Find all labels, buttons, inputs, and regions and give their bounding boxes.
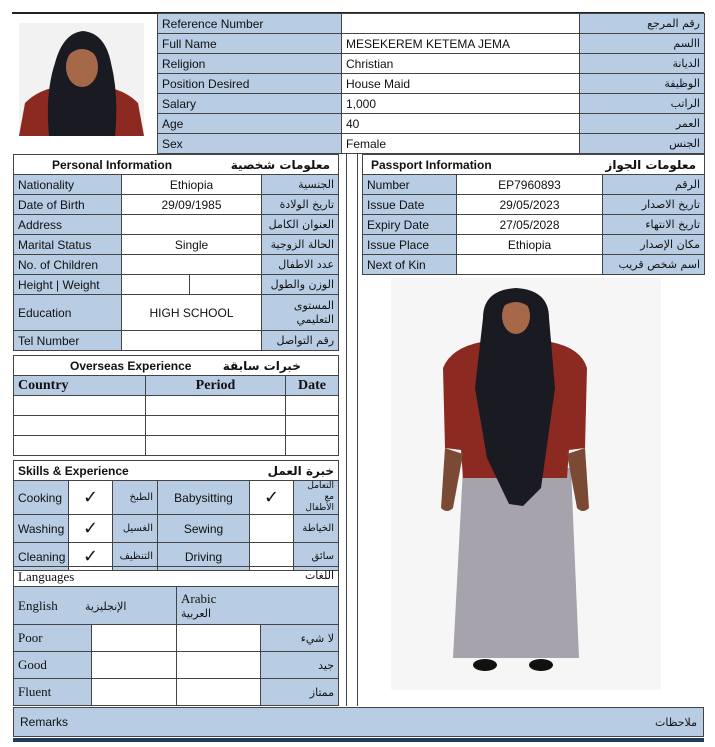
languages-table bbox=[13, 566, 339, 706]
cooking-check: ✓ bbox=[69, 481, 113, 515]
skill-row-washing bbox=[14, 515, 339, 543]
arabic-label: Arabic bbox=[181, 590, 217, 606]
fullname-label-ar: االسم bbox=[580, 34, 705, 54]
salary-label: Salary bbox=[158, 94, 342, 114]
babysitting-label: Babysitting bbox=[158, 481, 250, 515]
overseas-table bbox=[13, 355, 339, 456]
header-row-sex bbox=[158, 134, 705, 154]
weight-value bbox=[190, 275, 262, 295]
driving-label-ar: سائق bbox=[294, 543, 339, 571]
skills-title: Skills & Experience bbox=[18, 463, 129, 478]
issue-place-value: Ethiopia bbox=[457, 235, 603, 255]
passport-number-value: EP7960893 bbox=[457, 175, 603, 195]
height-value bbox=[122, 275, 190, 295]
portrait-photo bbox=[19, 23, 144, 136]
education-value: HIGH SCHOOL bbox=[122, 295, 262, 331]
date-column: Date bbox=[286, 376, 339, 396]
header-row-position bbox=[158, 74, 705, 94]
country-column: Country bbox=[14, 376, 146, 396]
header-table bbox=[157, 13, 705, 154]
marital-label-ar: الحالة الزوجية bbox=[262, 235, 339, 255]
header-row-fullname bbox=[158, 34, 705, 54]
sewing-check bbox=[250, 515, 294, 543]
next-of-kin-label-ar: اسم شخص قريب bbox=[603, 255, 705, 275]
passport-title-ar: معلومات الجواز bbox=[605, 157, 697, 172]
header-row-age bbox=[158, 114, 705, 134]
passport-table bbox=[362, 154, 705, 275]
dob-row bbox=[14, 195, 339, 215]
sex-label: Sex bbox=[158, 134, 342, 154]
dob-value: 29/09/1985 bbox=[122, 195, 262, 215]
cooking-label-ar: الطبخ bbox=[113, 481, 158, 515]
reference-label: Reference Number bbox=[158, 14, 342, 34]
personal-info-table bbox=[13, 154, 339, 351]
reference-value bbox=[342, 14, 580, 34]
remarks-bar bbox=[13, 707, 704, 737]
sex-label-ar: الجنس bbox=[580, 134, 705, 154]
salary-value: 1,000 bbox=[342, 94, 580, 114]
issue-date-label: Issue Date bbox=[363, 195, 457, 215]
next-of-kin-row bbox=[363, 255, 705, 275]
tel-row bbox=[14, 331, 339, 351]
passport-number-label: Number bbox=[363, 175, 457, 195]
passport-number-row bbox=[363, 175, 705, 195]
issue-date-row bbox=[363, 195, 705, 215]
cooking-label: Cooking bbox=[14, 481, 69, 515]
dob-label-ar: تاريخ الولادة bbox=[262, 195, 339, 215]
next-of-kin-value bbox=[457, 255, 603, 275]
children-label: No. of Children bbox=[14, 255, 122, 275]
driving-label: Driving bbox=[158, 543, 250, 571]
passport-title: Passport Information bbox=[371, 157, 492, 172]
english-label: English bbox=[18, 597, 58, 613]
height-weight-label-ar: الوزن والطول bbox=[262, 275, 339, 295]
overseas-title: Overseas Experience bbox=[70, 358, 192, 373]
sewing-label-ar: الخياطة bbox=[294, 515, 339, 543]
religion-label-ar: الديانة bbox=[580, 54, 705, 74]
next-of-kin-label: Next of Kin bbox=[363, 255, 457, 275]
position-label: Position Desired bbox=[158, 74, 342, 94]
skills-title-ar: خبرة العمل bbox=[267, 463, 335, 478]
languages-header bbox=[14, 567, 339, 587]
tel-label: Tel Number bbox=[14, 331, 122, 351]
position-value: House Maid bbox=[342, 74, 580, 94]
religion-value: Christian bbox=[342, 54, 580, 74]
marital-row bbox=[14, 235, 339, 255]
expiry-date-label: Expiry Date bbox=[363, 215, 457, 235]
marital-label: Marital Status bbox=[14, 235, 122, 255]
fullname-value: MESEKEREM KETEMA JEMA bbox=[342, 34, 580, 54]
children-row bbox=[14, 255, 339, 275]
tel-label-ar: رقم التواصل bbox=[262, 331, 339, 351]
remarks-label: Remarks bbox=[20, 715, 69, 729]
washing-label: Washing bbox=[14, 515, 69, 543]
fluent-label-ar: ممتاز bbox=[261, 679, 339, 706]
overseas-row bbox=[14, 436, 339, 456]
height-weight-row bbox=[14, 275, 339, 295]
header-row-religion bbox=[158, 54, 705, 74]
overseas-row bbox=[14, 416, 339, 436]
bottom-bar bbox=[13, 738, 704, 742]
poor-label-ar: لا شيء bbox=[261, 625, 339, 652]
english-label-ar: الإنجليزية bbox=[84, 599, 127, 613]
remarks-label-ar: ملاحظات bbox=[655, 715, 697, 729]
poor-label: Poor bbox=[14, 625, 92, 652]
nationality-value: Ethiopia bbox=[122, 175, 262, 195]
education-label: Education bbox=[14, 295, 122, 331]
tel-value bbox=[122, 331, 262, 351]
languages-title-ar: اللغات bbox=[304, 568, 335, 582]
expiry-date-value: 27/05/2028 bbox=[457, 215, 603, 235]
dob-label: Date of Birth bbox=[14, 195, 122, 215]
babysitting-label-ar: التعامل مع الأطفال bbox=[294, 481, 339, 515]
age-label: Age bbox=[158, 114, 342, 134]
personal-info-title-ar: معلومات شخصية bbox=[230, 157, 331, 172]
position-label-ar: الوظيفة bbox=[580, 74, 705, 94]
issue-date-label-ar: تاريخ الاصدار bbox=[603, 195, 705, 215]
education-label-ar: المستوى التعليمي bbox=[262, 295, 339, 331]
good-label: Good bbox=[14, 652, 92, 679]
period-column: Period bbox=[146, 376, 286, 396]
issue-place-label-ar: مكان الإصدار bbox=[603, 235, 705, 255]
washing-label-ar: الغسيل bbox=[113, 515, 158, 543]
issue-date-value: 29/05/2023 bbox=[457, 195, 603, 215]
education-row bbox=[14, 295, 339, 331]
age-label-ar: العمر bbox=[580, 114, 705, 134]
full-body-photo bbox=[391, 278, 661, 690]
personal-info-header bbox=[14, 155, 339, 175]
header-row-salary bbox=[158, 94, 705, 114]
nationality-label-ar: الجنسية bbox=[262, 175, 339, 195]
sex-value: Female bbox=[342, 134, 580, 154]
washing-check: ✓ bbox=[69, 515, 113, 543]
overseas-row bbox=[14, 396, 339, 416]
address-row bbox=[14, 215, 339, 235]
language-level-poor bbox=[14, 625, 339, 652]
column-divider bbox=[346, 154, 347, 706]
nationality-row bbox=[14, 175, 339, 195]
address-label: Address bbox=[14, 215, 122, 235]
languages-columns bbox=[14, 587, 339, 625]
salary-label-ar: الراتب bbox=[580, 94, 705, 114]
cleaning-check: ✓ bbox=[69, 543, 113, 571]
skills-table bbox=[13, 460, 339, 571]
babysitting-check: ✓ bbox=[250, 481, 294, 515]
header-row-reference bbox=[158, 14, 705, 34]
language-level-good bbox=[14, 652, 339, 679]
column-divider bbox=[357, 154, 358, 706]
fluent-label: Fluent bbox=[14, 679, 92, 706]
expiry-date-row bbox=[363, 215, 705, 235]
children-value bbox=[122, 255, 262, 275]
marital-value: Single bbox=[122, 235, 262, 255]
expiry-date-label-ar: تاريخ الانتهاء bbox=[603, 215, 705, 235]
personal-info-title: Personal Information bbox=[52, 157, 173, 172]
good-label-ar: جيد bbox=[261, 652, 339, 679]
passport-number-label-ar: الرقم bbox=[603, 175, 705, 195]
issue-place-label: Issue Place bbox=[363, 235, 457, 255]
overseas-header bbox=[14, 356, 339, 376]
skill-row-cooking bbox=[14, 481, 339, 515]
address-value bbox=[122, 215, 262, 235]
issue-place-row bbox=[363, 235, 705, 255]
reference-label-ar: رقم المرجع bbox=[580, 14, 705, 34]
languages-title: Languages bbox=[18, 568, 75, 584]
overseas-columns bbox=[14, 376, 339, 396]
skills-header bbox=[14, 461, 339, 481]
height-weight-label: Height | Weight bbox=[14, 275, 122, 295]
arabic-label-ar: العربية bbox=[181, 606, 212, 620]
religion-label: Religion bbox=[158, 54, 342, 74]
age-value: 40 bbox=[342, 114, 580, 134]
nationality-label: Nationality bbox=[14, 175, 122, 195]
children-label-ar: عدد الاطفال bbox=[262, 255, 339, 275]
cleaning-label: Cleaning bbox=[14, 543, 69, 571]
overseas-title-ar: خبرات سابقة bbox=[222, 358, 301, 373]
address-label-ar: العنوان الكامل bbox=[262, 215, 339, 235]
fullname-label: Full Name bbox=[158, 34, 342, 54]
sewing-label: Sewing bbox=[158, 515, 250, 543]
passport-header bbox=[363, 155, 705, 175]
language-level-fluent bbox=[14, 679, 339, 706]
cleaning-label-ar: التنظيف bbox=[113, 543, 158, 571]
